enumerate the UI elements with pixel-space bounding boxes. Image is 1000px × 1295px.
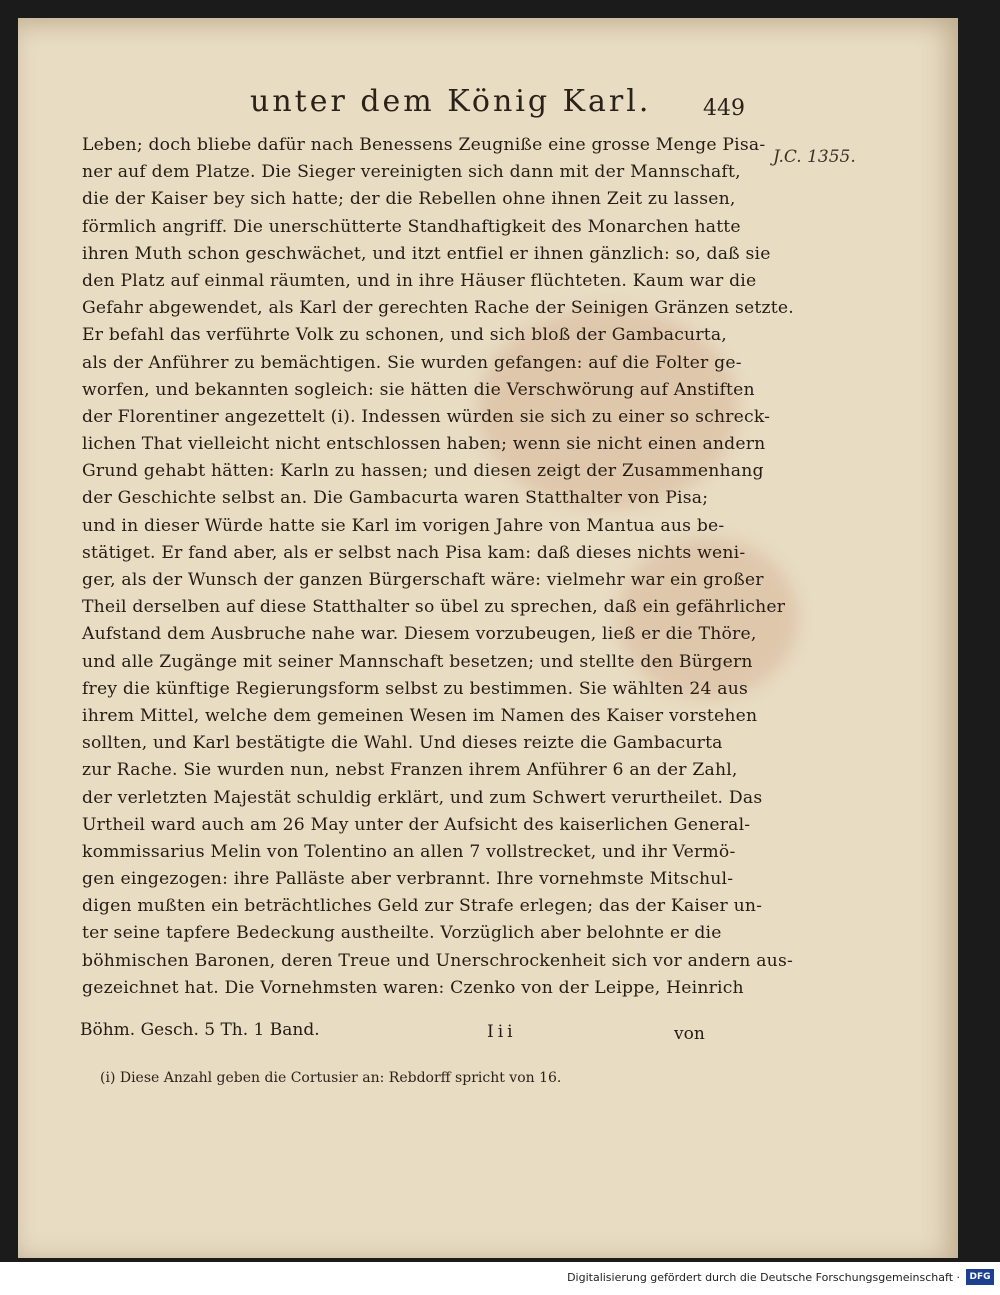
text-line: der verletzten Majestät schuldig erklärt, und zum Schwert verurtheilet. Das: [82, 787, 763, 808]
text-line: Grund gehabt hätten: Karln zu hassen; und diesen zeigt der Zusammenhang: [82, 461, 764, 482]
text-line: die der Kaiser bey sich hatte; der die Rebellen ohne ihnen Zeit zu lassen,: [82, 189, 736, 210]
text-line: Aufstand dem Ausbruche nahe war. Diesem vorzubeugen, ließ er die Thöre,: [82, 624, 757, 645]
text-line: ihren Muth schon geschwächet, und itzt entfiel er ihnen gänzlich: so, daß sie: [82, 243, 771, 264]
footer-bar: [0, 1262, 1000, 1295]
text-line: der Florentiner angezettelt (i). Indessen würden sie sich zu einer so schreck-: [82, 406, 771, 427]
text-line: den Platz auf einmal räumten, und in ihre Häuser flüchteten. Kaum war die: [82, 270, 757, 291]
text-line: ner auf dem Platze. Die Sieger vereinigten sich dann mit der Mannschaft,: [82, 162, 741, 183]
running-head: unter dem König Karl.: [250, 84, 652, 119]
text-line: ihrem Mittel, welche dem gemeinen Wesen im Namen des Kaiser vorstehen: [82, 705, 758, 726]
text-line: Urtheil ward auch am 26 May unter der Aufsicht des kaiserlichen General-: [82, 814, 751, 835]
text-line: worfen, und bekannten sogleich: sie hätten die Verschwörung auf Anstiften: [82, 379, 755, 400]
text-line: und in dieser Würde hatte sie Karl im vorigen Jahre von Mantua aus be-: [82, 515, 725, 536]
page-number: 449: [703, 96, 745, 121]
text-line: digen mußten ein beträchtliches Geld zur Strafe erlegen; das der Kaiser un-: [82, 896, 763, 917]
text-line: sollten, und Karl bestätigte die Wahl. Und dieses reizte die Gambacurta: [82, 733, 723, 754]
text-line: und alle Zugänge mit seiner Mannschaft besetzen; und stellte den Bürgern: [82, 651, 753, 672]
margin-note: J.C. 1355.: [773, 147, 856, 167]
text-line: der Geschichte selbst an. Die Gambacurta waren Statthalter von Pisa;: [82, 488, 709, 509]
text-line: gezeichnet hat. Die Vornehmsten waren: Czenko von der Leippe, Heinrich: [82, 977, 744, 998]
text-line: Er befahl das verführte Volk zu schonen, und sich bloß der Gambacurta,: [82, 325, 727, 346]
body-text: [82, 132, 794, 1002]
footnote: (i) Diese Anzahl geben die Cortusier an: Rebdorff spricht von 16.: [100, 1070, 562, 1086]
text-line: lichen That vielleicht nicht entschlossen haben; wenn sie nicht einen andern: [82, 434, 766, 455]
text-line: gen eingezogen: ihre Palläste aber verbrannt. Ihre vornehmste Mitschul-: [82, 869, 734, 890]
text-line: ter seine tapfere Bedeckung austheilte. Vorzüglich aber belohnte er die: [82, 923, 722, 944]
text-line: förmlich angriff. Die unerschütterte Standhaftigkeit des Monarchen hatte: [82, 216, 741, 237]
text-line: Theil derselben auf diese Statthalter so übel zu sprechen, daß ein gefährlicher: [82, 597, 786, 618]
text-line: als der Anführer zu bemächtigen. Sie wurden gefangen: auf die Folter ge-: [82, 352, 742, 373]
text-line: stätiget. Er fand aber, als er selbst nach Pisa kam: daß dieses nichts weni-: [82, 542, 746, 563]
signature-line: Böhm. Gesch. 5 Th. 1 Band.: [80, 1020, 320, 1040]
text-line: kommissarius Melin von Tolentino an allen 7 vollstrecket, und ihr Vermö-: [82, 841, 736, 862]
text-line: Leben; doch bliebe dafür nach Benessens Zeugniße eine grosse Menge Pisa-: [82, 135, 766, 155]
catchword: von: [674, 1024, 705, 1044]
text-line: frey die künftige Regierungsform selbst zu bestimmen. Sie wählten 24 aus: [82, 678, 749, 699]
text-line: böhmischen Baronen, deren Treue und Unerschrockenheit sich vor andern aus-: [82, 950, 793, 971]
footer-credit: Digitalisierung gefördert durch die Deutsche Forschungsgemeinschaft ·: [567, 1271, 960, 1284]
text-line: Gefahr abgewendet, als Karl der gerechten Rache der Seinigen Gränzen setzte.: [82, 298, 794, 319]
text-line: zur Rache. Sie wurden nun, nebst Franzen ihrem Anführer 6 an der Zahl,: [82, 760, 738, 781]
signature-mark: Iii: [487, 1022, 517, 1042]
text-line: ger, als der Wunsch der ganzen Bürgerschaft wäre: vielmehr war ein großer: [82, 570, 764, 590]
dfg-logo: DFG: [966, 1269, 994, 1285]
